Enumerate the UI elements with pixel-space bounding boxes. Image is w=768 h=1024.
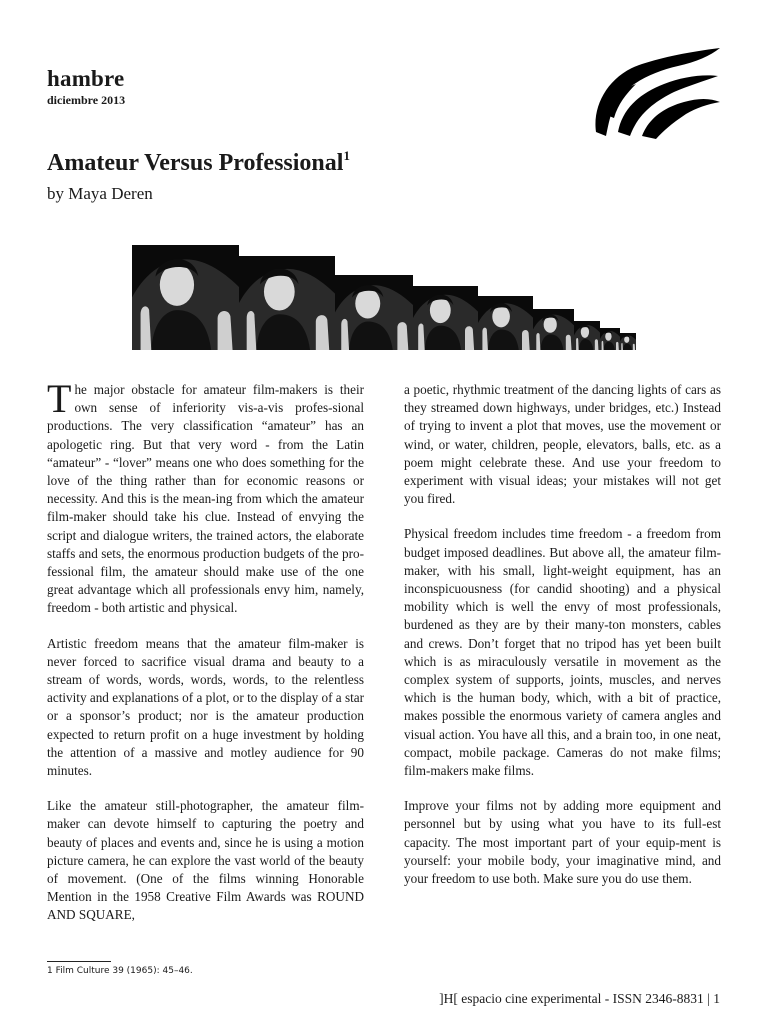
page-footer: ]H[ espacio cine experimental - ISSN 2346-8831 | 1 <box>439 991 720 1006</box>
paragraph <box>47 376 364 618</box>
article-author: by Maya Deren <box>47 184 153 203</box>
photo-frame <box>335 275 413 350</box>
article-title <box>47 150 350 177</box>
publication-name: hambre <box>47 66 125 91</box>
photo-frame <box>574 321 600 350</box>
paragraph: Physical freedom includes time freedom - a freedom from budget imposed deadlines. But above all, the amateur film-maker, with his small, light-weight equipment, has an inconspicuousness (for candid shooting) and a physical mobility which is well the envy of most professionals, burdened as they are by their many-ton monsters, cables and crews. Don’t forget that no tripod has yet been built which is as miraculously versatile in movement as the complex system of supports, joints, muscles, and nerves which is the human body, which, with a bit of practice, makes possible the enormous variety of camera angles and visual action. You have all this, and a brain too, in one neat, compact, mobile package. Cameras do not make films; film-makers make films. <box>404 526 721 779</box>
left-column <box>47 376 364 942</box>
drop-cap: T <box>47 376 72 421</box>
photo-frame <box>239 256 335 350</box>
footnote: 1 Film Culture 39 (1965): 45–46. <box>47 966 193 976</box>
photo-frame <box>132 245 239 350</box>
hair-swirl-logo-icon <box>592 44 722 139</box>
photo-frame <box>533 309 574 350</box>
right-column <box>404 381 721 905</box>
photo-frame <box>413 286 478 350</box>
paragraph: a poetic, rhythmic treatment of the dancing lights of cars as they streamed down highways, under bridges, etc.) Instead of trying to invent a plot that moves, use the movement or wind, or water, children, people, elevators, balls, etc. as a poem might celebrate these. And use your freedom to experiment with visual ideas; your mistakes will not get you fired. <box>404 382 721 507</box>
photo-frame <box>478 296 533 350</box>
footnote-marker: 1 <box>343 148 350 163</box>
paragraph-text: he major obstacle for amateur film-makers is their own sense of inferiority vis-a-vis profes-sional productions. The very classification “amateur” has an apologetic ring. But that very word - from the Latin “amateur” - “lover” means one who does something for the love of the thing rather than for economic reasons or necessity. And this is the mean-ing from which the amateur film-maker should take his clue. Instead of envying the script and dialogue writers, the trained actors, the elaborate staffs and sets, the enormous production budgets of the pro-fessional film, the amateur should make use of the one great advantage which all professionals envy him, namely, freedom - both artistic and physical. <box>47 382 364 616</box>
article-title-text: Amateur Versus Professional <box>47 150 344 176</box>
photo-frame <box>600 328 620 350</box>
footnote-divider <box>47 961 111 962</box>
issue-date: diciembre 2013 <box>47 93 126 107</box>
paragraph: Improve your films not by adding more equipment and personnel but by using what you have to its full-est capacity. The most important part of your equip-ment is yourself: your mobile body, your imaginative mind, and your freedom to use both. Make sure you do use them. <box>404 798 721 887</box>
paragraph: Like the amateur still-photographer, the amateur film-maker can devote himself to capturing the poetry and beauty of places and events and, since he is using a motion picture camera, he can explore the vast world of the beauty of movement. (One of the films winning Honorable Mention in the 1958 Creative Film Awards was ROUND AND SQUARE, <box>47 798 364 923</box>
paragraph: Artistic freedom means that the amateur film-maker is never forced to sacrifice visual drama and beauty to a stream of words, words, words, words, to the relentless activity and explanations of a plot, or to the display of a star or a sponsor’s product; nor is the amateur production expected to return profit on a huge investment by holding the attention of a massive and motley audience for 90 minutes. <box>47 635 364 779</box>
photo-frame <box>620 333 636 350</box>
